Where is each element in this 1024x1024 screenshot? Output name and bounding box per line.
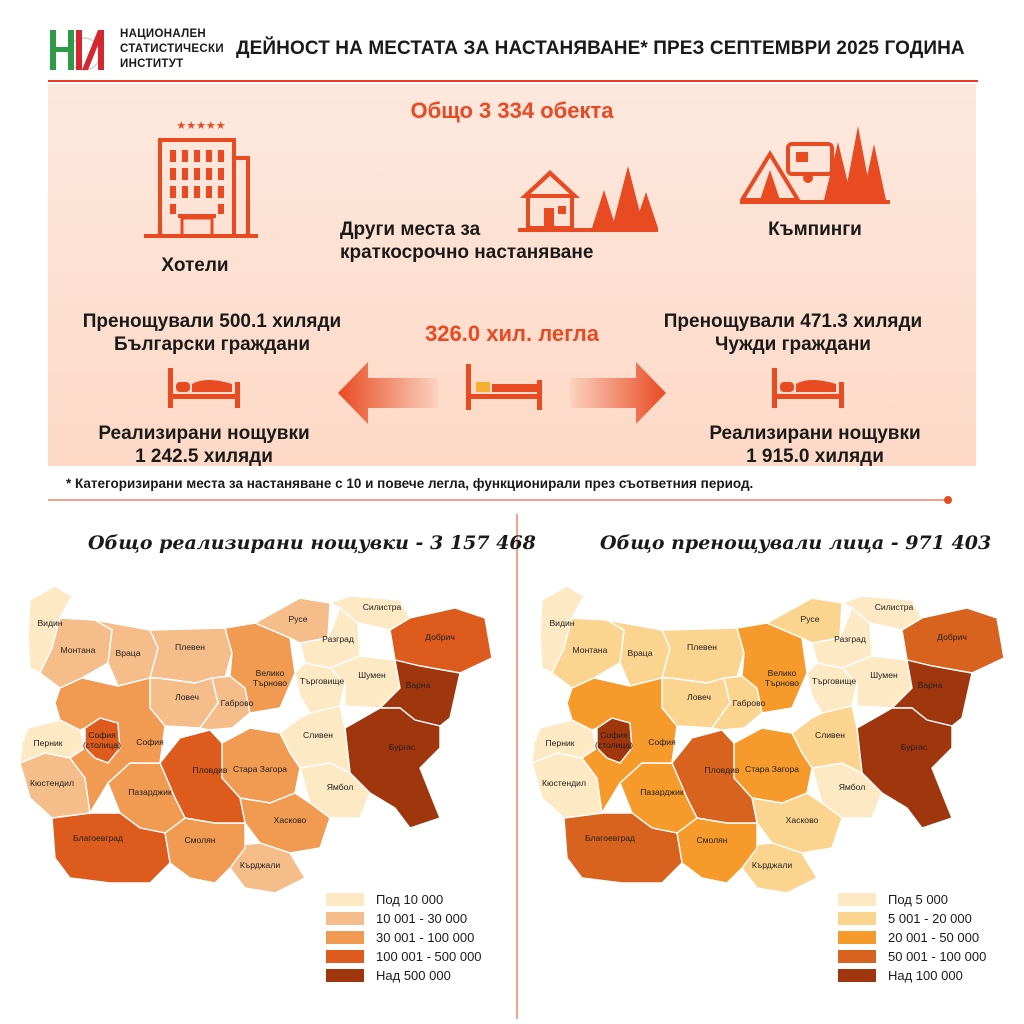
logo-text xyxy=(120,27,224,72)
region-label-видин: Видин xyxy=(549,618,575,628)
region-label-русе: Русе xyxy=(800,614,820,624)
region-label-шумен: Шумен xyxy=(358,670,386,680)
region-label-смолян: Смолян xyxy=(696,835,728,845)
region-label-благоевград: Благоевград xyxy=(584,833,636,843)
region-label-благоевград: Благоевград xyxy=(72,833,124,843)
region-label-силистра: Силистра xyxy=(874,602,914,612)
legend-guests xyxy=(838,890,986,985)
legend-swatch xyxy=(326,931,364,944)
camping-label: Къмпинги xyxy=(768,219,862,240)
logo-line-2: СТАТИСТИЧЕСКИ xyxy=(120,43,224,55)
region-label-бургас: Бургас xyxy=(388,742,416,752)
divider-dot xyxy=(944,496,952,504)
legend-label: 10 001 - 30 000 xyxy=(376,911,468,926)
map-guests xyxy=(512,578,1024,898)
region-label-монтана: Монтана xyxy=(572,645,608,655)
legend-label: 100 001 - 500 000 xyxy=(376,949,482,964)
region-label-добрич: Добрич xyxy=(937,632,967,642)
bg-nights-line-2: 1 242.5 хиляди xyxy=(135,446,273,467)
legend-swatch xyxy=(326,950,364,963)
region-label-пловдив: Пловдив xyxy=(704,765,740,775)
legend-swatch xyxy=(838,969,876,982)
region-label-сливен: Сливен xyxy=(302,730,334,740)
region-label-пазарджик: Пазарджик xyxy=(640,787,684,797)
legend-item xyxy=(326,928,482,947)
region-label-плевен: Плевен xyxy=(687,642,717,652)
region-плевен xyxy=(150,628,232,683)
logo-line-3: ИНСТИТУТ xyxy=(120,58,184,70)
bg-guests-line-2: Български граждани xyxy=(113,334,311,355)
svg-text:★★★★★: ★★★★★ xyxy=(176,119,226,132)
map-title-guests: Общо пренощували лица - 971 403 xyxy=(600,532,992,554)
region-label-монтана: Монтана xyxy=(60,645,96,655)
other-label-line-2: краткосрочно настаняване xyxy=(340,242,594,263)
footnote: * Категоризирани места за настаняване с 10 и повече легла, функционирали през съответния период. xyxy=(66,476,754,491)
region-label-разград: Разград xyxy=(322,634,354,644)
legend-swatch xyxy=(326,893,364,906)
region-label-хасково: Хасково xyxy=(785,815,819,825)
bg-nights-line-1: Реализирани нощувки xyxy=(98,423,310,444)
total-objects: Общо 3 334 обекта xyxy=(410,98,614,123)
legend-swatch xyxy=(838,931,876,944)
region-label-сливен: Сливен xyxy=(814,730,846,740)
fg-guests-line-2: Чужди граждани xyxy=(715,334,871,355)
region-label-варна: Варна xyxy=(917,680,943,690)
arrow-left-icon xyxy=(338,362,438,424)
fg-guests-line-1: Пренощували 471.3 хиляди xyxy=(663,311,923,332)
bg-nights xyxy=(86,422,322,468)
region-label-търговище: Търговище xyxy=(811,676,857,686)
legend-label: Под 10 000 xyxy=(376,892,444,907)
legend-swatch xyxy=(838,893,876,906)
legend-label: Под 5 000 xyxy=(888,892,949,907)
legend-item xyxy=(838,947,986,966)
legend-label: Над 100 000 xyxy=(888,968,963,983)
region-label-кърджали: Кърджали xyxy=(239,860,281,870)
region-label-ловеч: Ловеч xyxy=(687,692,711,702)
nsi-logo-mark xyxy=(48,26,114,74)
legend-label: 50 001 - 100 000 xyxy=(888,949,987,964)
fg-nights xyxy=(700,422,930,468)
region-label-русе: Русе xyxy=(288,614,308,624)
region-label-търговище: Търговище xyxy=(299,676,345,686)
region-label-софия: София xyxy=(136,737,164,747)
beds-total: 326.0 хил. легла xyxy=(425,321,599,346)
bg-guests xyxy=(76,310,348,356)
legend-swatch xyxy=(838,912,876,925)
hotel-icon xyxy=(142,118,260,240)
header-divider xyxy=(48,80,978,82)
legend-swatch xyxy=(326,912,364,925)
region-смолян xyxy=(165,818,245,883)
region-label-софия-столица: София (столица) xyxy=(595,730,633,750)
legend-swatch xyxy=(326,969,364,982)
footnote-divider xyxy=(48,499,948,501)
region-label-разград: Разград xyxy=(834,634,866,644)
foreign-guests xyxy=(650,310,936,356)
region-label-пазарджик: Пазарджик xyxy=(128,787,172,797)
region-label-софия: София xyxy=(648,737,676,747)
region-смолян xyxy=(677,818,757,883)
bed-icon-center xyxy=(464,362,544,412)
legend-item xyxy=(838,909,986,928)
bg-guests-line-1: Пренощували 500.1 хиляди xyxy=(82,311,342,332)
region-label-перник: Перник xyxy=(33,738,63,748)
logo-line-1: НАЦИОНАЛЕН xyxy=(120,28,207,40)
region-label-враца: Враца xyxy=(627,648,653,658)
region-label-велико-търново: Велико Търново xyxy=(252,668,288,688)
legend-item xyxy=(326,947,482,966)
region-label-шумен: Шумен xyxy=(870,670,898,680)
region-label-враца: Враца xyxy=(115,648,141,658)
region-label-смолян: Смолян xyxy=(184,835,216,845)
legend-item xyxy=(326,890,482,909)
legend-item xyxy=(838,966,986,985)
region-label-габрово: Габрово xyxy=(220,698,254,708)
region-плевен xyxy=(662,628,744,683)
region-label-перник: Перник xyxy=(545,738,575,748)
other-accommodation-label xyxy=(340,218,620,264)
region-label-габрово: Габрово xyxy=(732,698,766,708)
legend-item xyxy=(838,890,986,909)
region-label-хасково: Хасково xyxy=(273,815,307,825)
legend-item xyxy=(326,966,482,985)
camping-icon xyxy=(740,124,890,210)
map-title-nights: Общо реализирани нощувки - 3 157 468 xyxy=(88,532,536,554)
bed-icon-right xyxy=(770,364,846,410)
legend-label: 20 001 - 50 000 xyxy=(888,930,980,945)
legend-swatch xyxy=(838,950,876,963)
bed-icon-left xyxy=(166,364,242,410)
region-label-силистра: Силистра xyxy=(362,602,402,612)
map-nights xyxy=(0,578,512,898)
fg-nights-line-2: 1 915.0 хиляди xyxy=(746,446,884,467)
region-label-ямбол: Ямбол xyxy=(326,782,354,792)
region-label-пловдив: Пловдив xyxy=(192,765,228,775)
legend-label: 5 001 - 20 000 xyxy=(888,911,972,926)
legend-item xyxy=(838,928,986,947)
region-label-ловеч: Ловеч xyxy=(175,692,199,702)
page-title: ДЕЙНОСТ НА МЕСТАТА ЗА НАСТАНЯВАНЕ* ПРЕЗ СЕПТЕМВРИ 2025 ГОДИНА xyxy=(236,38,965,59)
region-label-видин: Видин xyxy=(37,618,63,628)
region-label-стара-загора: Стара Загора xyxy=(232,764,288,774)
legend-nights xyxy=(326,890,482,985)
legend-label: 30 001 - 100 000 xyxy=(376,930,475,945)
hotels-label: Хотели xyxy=(161,255,229,276)
other-label-line-1: Други места за xyxy=(340,219,481,240)
region-label-варна: Варна xyxy=(405,680,431,690)
region-label-кюстендил: Кюстендил xyxy=(30,778,74,788)
nsi-logo xyxy=(48,26,114,74)
arrow-right-icon xyxy=(570,362,666,424)
region-label-кърджали: Кърджали xyxy=(751,860,793,870)
legend-label: Над 500 000 xyxy=(376,968,451,983)
region-label-стара-загора: Стара Загора xyxy=(744,764,800,774)
region-label-кюстендил: Кюстендил xyxy=(542,778,586,788)
fg-nights-line-1: Реализирани нощувки xyxy=(709,423,921,444)
region-label-ямбол: Ямбол xyxy=(838,782,866,792)
region-label-велико-търново: Велико Търново xyxy=(764,668,800,688)
region-label-добрич: Добрич xyxy=(425,632,455,642)
region-label-софия-столица: София (столица) xyxy=(83,730,121,750)
region-label-плевен: Плевен xyxy=(175,642,205,652)
region-label-бургас: Бургас xyxy=(900,742,928,752)
legend-item xyxy=(326,909,482,928)
